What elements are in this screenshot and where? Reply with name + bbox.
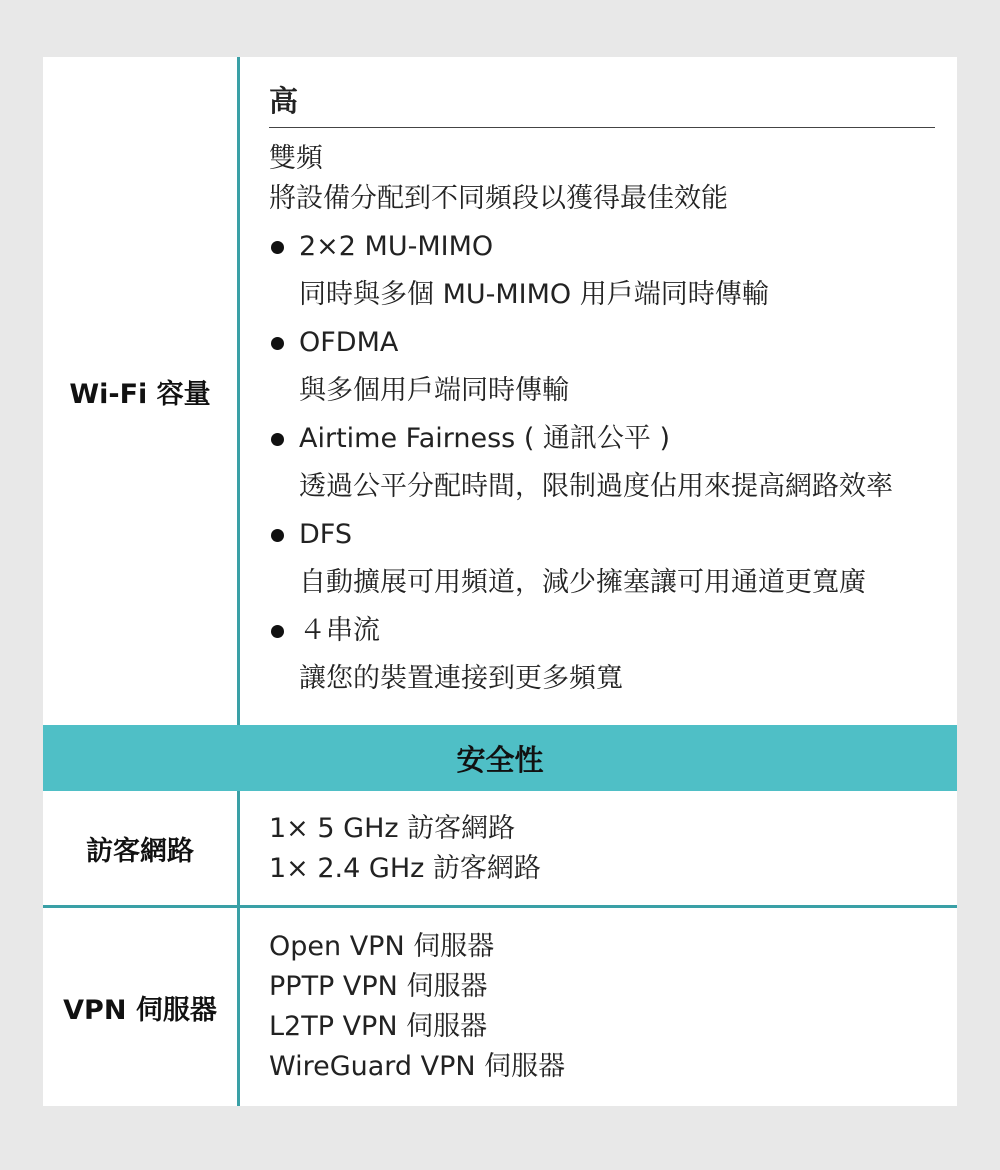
guest-network-line: 1× 2.4 GHz 訪客網路: [269, 853, 541, 884]
feature-description: 透過公平分配時間，限制過度佔用來提高網路效率: [299, 471, 893, 502]
bullet-icon: [271, 433, 284, 446]
feature-title: ４串流: [299, 615, 380, 646]
column-divider: [237, 57, 240, 725]
band-description: 將設備分配到不同頻段以獲得最佳效能: [269, 183, 728, 214]
feature-description: 讓您的裝置連接到更多頻寬: [299, 663, 623, 694]
level-underline: [269, 127, 935, 128]
feature-item: [269, 323, 893, 363]
bullet-icon: [271, 529, 284, 542]
security-section-header: 安全性: [43, 725, 957, 791]
column-divider: [237, 791, 240, 905]
bullet-icon: [271, 337, 284, 350]
guest-network-label: 訪客網路: [86, 835, 194, 867]
vpn-server-label: VPN 伺服器: [63, 994, 217, 1026]
capacity-level: 高: [269, 84, 299, 118]
feature-title: DFS: [299, 519, 352, 550]
feature-item: [269, 611, 893, 651]
band-title: 雙頻: [269, 143, 323, 174]
wifi-capacity-content: [269, 139, 893, 705]
feature-item: [269, 227, 893, 267]
feature-description: 與多個用戶端同時傳輸: [299, 375, 569, 406]
feature-title: Airtime Fairness ( 通訊公平 ): [299, 423, 671, 454]
bullet-icon: [271, 241, 284, 254]
wifi-capacity-label: Wi-Fi 容量: [69, 378, 211, 410]
guest-network-content: [269, 809, 541, 889]
feature-item: [269, 419, 893, 459]
vpn-server-line: Open VPN 伺服器: [269, 931, 495, 962]
vpn-server-line: WireGuard VPN 伺服器: [269, 1051, 566, 1082]
bullet-icon: [271, 625, 284, 638]
feature-description: 自動擴展可用頻道，減少擁塞讓可用通道更寬廣: [299, 567, 866, 598]
feature-title: OFDMA: [299, 327, 399, 358]
vpn-server-line: PPTP VPN 伺服器: [269, 971, 488, 1002]
vpn-server-line: L2TP VPN 伺服器: [269, 1011, 488, 1042]
spec-table: [43, 57, 957, 1106]
guest-network-line: 1× 5 GHz 訪客網路: [269, 813, 516, 844]
feature-item: [269, 515, 893, 555]
column-divider: [237, 908, 240, 1106]
vpn-server-content: [269, 927, 565, 1087]
feature-title: 2×2 MU-MIMO: [299, 231, 494, 262]
feature-description: 同時與多個 MU-MIMO 用戶端同時傳輸: [299, 279, 769, 310]
